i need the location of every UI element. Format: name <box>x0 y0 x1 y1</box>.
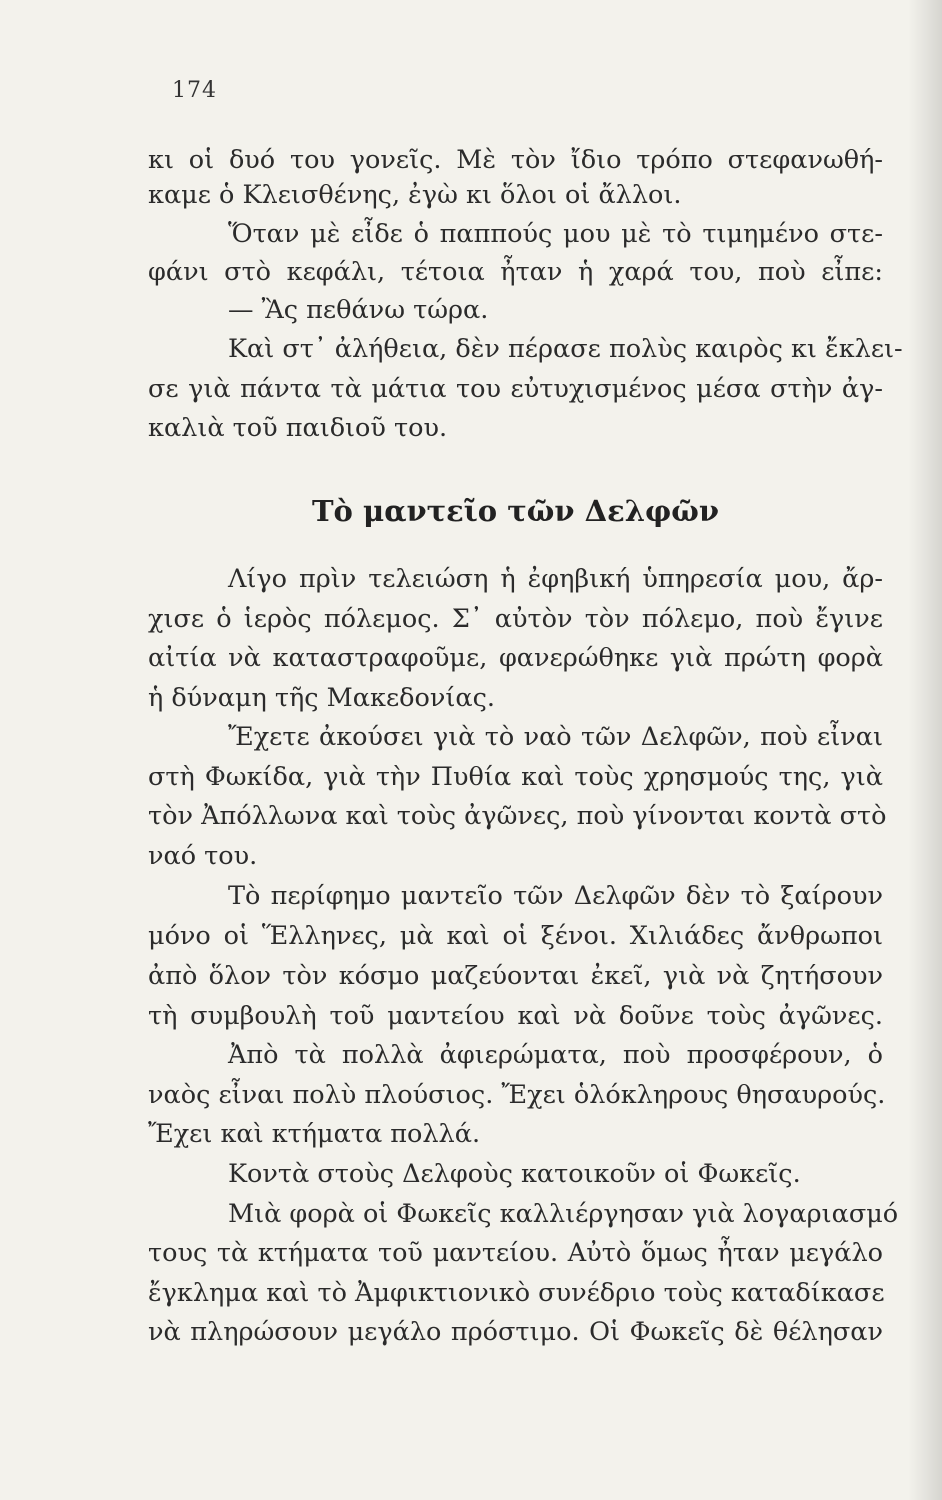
text-line: νὰ πληρώσουν μεγάλο πρόστιμο. Οἱ Φωκεῖς δὲ θέλησαν <box>148 1317 883 1347</box>
text-line: τὸν Ἀπόλλωνα καὶ τοὺς ἀγῶνες, ποὺ γίνονται κοντὰ στὸ <box>148 801 887 831</box>
text-line: ἔγκλημα καὶ τὸ Ἀμφικτιονικὸ συνέδριο τοὺς καταδίκασε <box>148 1278 885 1308</box>
text-line: μόνο οἱ Ἕλληνες, μὰ καὶ οἱ ξένοι. Χιλιάδες ἄνθρωποι <box>148 921 883 951</box>
section-heading: Τὸ μαντεῖο τῶν Δελφῶν <box>311 494 720 528</box>
text-line: ναό του. <box>148 841 258 871</box>
text-line: τους τὰ κτήματα τοῦ μαντείου. Αὐτὸ ὅμως ἦταν μεγάλο <box>148 1238 883 1268</box>
text-line: στὴ Φωκίδα, γιὰ τὴν Πυθία καὶ τοὺς χρησμούς της, γιὰ <box>148 762 883 792</box>
text-line: ἡ δύναμη τῆς Μακεδονίας. <box>148 683 495 713</box>
text-line: φάνι στὸ κεφάλι, τέτοια ἦταν ἡ χαρά του, ποὺ εἶπε: <box>148 257 883 287</box>
text-line: Ἀπὸ τὰ πολλὰ ἀφιερώματα, ποὺ προσφέρουν, ὁ <box>228 1040 883 1070</box>
text-line: αἰτία νὰ καταστραφοῦμε, φανερώθηκε γιὰ πρώτη φορὰ <box>148 643 883 673</box>
text-line: τὴ συμβουλὴ τοῦ μαντείου καὶ νὰ δοῦνε τοὺς ἀγῶνες. <box>148 1001 883 1031</box>
page-number: 174 <box>172 78 217 103</box>
text-line: Μιὰ φορὰ οἱ Φωκεῖς καλλιέργησαν γιὰ λογαριασμό <box>228 1199 899 1229</box>
text-line: Ἔχει καὶ κτήματα πολλά. <box>148 1119 481 1149</box>
text-line: — Ἂς πεθάνω τώρα. <box>228 295 489 325</box>
text-line: χισε ὁ ἱερὸς πόλεμος. Σ᾿ αὐτὸν τὸν πόλεμο, ποὺ ἔγινε <box>148 604 883 634</box>
text-line: ναὸς εἶναι πολὺ πλούσιος. Ἔχει ὁλόκληρους θησαυρούς. <box>148 1080 886 1110</box>
text-line: Τὸ περίφημο μαντεῖο τῶν Δελφῶν δὲν τὸ ξαίρουν <box>228 881 883 911</box>
text-line: κι οἱ δυό του γονεῖς. Μὲ τὸν ἴδιο τρόπο στεφανωθή- <box>148 145 883 175</box>
page-edge-shadow <box>908 0 942 1500</box>
text-line: Καὶ στ᾿ ἀλήθεια, δὲν πέρασε πολὺς καιρὸς κι ἔκλει- <box>228 334 903 364</box>
text-line: Ὅταν μὲ εἶδε ὁ παππούς μου μὲ τὸ τιμημένο στε- <box>228 219 883 249</box>
text-line: σε γιὰ πάντα τὰ μάτια του εὐτυχισμένος μέσα στὴν ἀγ- <box>148 374 883 404</box>
text-line: ἀπὸ ὅλον τὸν κόσμο μαζεύονται ἐκεῖ, γιὰ νὰ ζητήσουν <box>148 961 883 991</box>
text-line: Κοντὰ στοὺς Δελφοὺς κατοικοῦν οἱ Φωκεῖς. <box>228 1159 801 1189</box>
text-line: Ἔχετε ἀκούσει γιὰ τὸ ναὸ τῶν Δελφῶν, ποὺ εἶναι <box>228 722 883 752</box>
text-line: Λίγο πρὶν τελειώση ἡ ἐφηβική ὑπηρεσία μου, ἄρ- <box>228 564 883 594</box>
text-line: καμε ὁ Κλεισθένης, ἐγὼ κι ὅλοι οἱ ἄλλοι. <box>148 180 682 210</box>
text-line: καλιὰ τοῦ παιδιοῦ του. <box>148 413 448 443</box>
